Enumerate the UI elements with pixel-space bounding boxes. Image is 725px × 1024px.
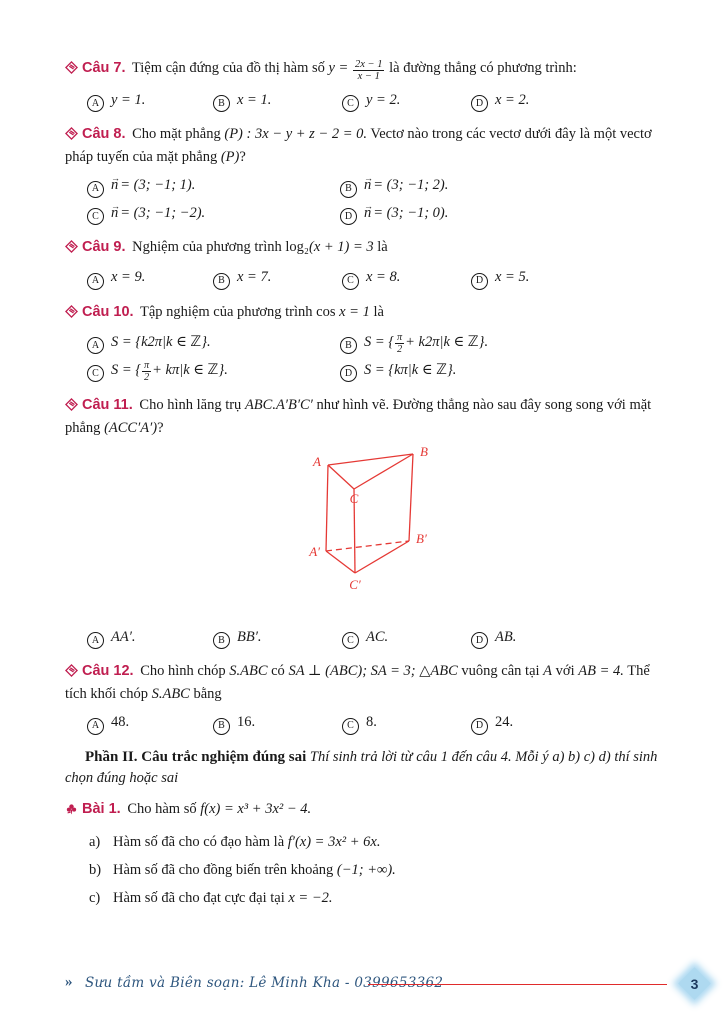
math-expression: (−1; +∞). xyxy=(336,861,396,878)
math-expression: f(x) = x³ + 3x² − 4. xyxy=(200,800,312,817)
vertex-label-a: A xyxy=(313,453,321,469)
option-text: = (3; −1; 1). xyxy=(120,177,196,194)
math-expression: f′(x) = 3x² + 6x. xyxy=(287,833,381,850)
vector-n: n → xyxy=(364,175,371,195)
math-expression: SA ⊥ (ABC); SA = 3; △ABC xyxy=(288,663,458,680)
question-diamond-icon xyxy=(65,239,78,260)
option-letter: C xyxy=(342,632,359,649)
question-text: Cho hình chóp xyxy=(140,663,226,680)
statement-b xyxy=(89,860,667,881)
question-label: Câu 11. xyxy=(82,396,133,413)
question-11-title xyxy=(65,395,667,439)
question-text: là xyxy=(377,239,388,256)
math-expression: (P) xyxy=(220,149,240,166)
question-diamond-icon xyxy=(65,60,78,81)
question-9-title xyxy=(65,237,667,260)
question-text: Nghiệm của phương trình log₂ xyxy=(132,239,309,256)
option-letter: B xyxy=(213,95,230,112)
prism-figure xyxy=(65,443,667,601)
question-7 xyxy=(65,58,667,112)
statement-a xyxy=(89,832,667,853)
question-text: là đường thẳng có phương trình: xyxy=(389,60,577,76)
option-text: S = { xyxy=(111,361,142,378)
option-text: AA′. xyxy=(111,628,136,645)
vector-n: n → xyxy=(364,203,371,223)
exercise-text: Cho hàm số xyxy=(127,800,197,817)
vector-n: n → xyxy=(111,203,118,223)
option-letter: A xyxy=(87,273,104,290)
question-diamond-icon xyxy=(65,304,78,325)
footer-credit-text: Sưu tầm và Biên soạn: Lê Minh Kha - 0399653362 xyxy=(85,975,444,991)
math-expression: ABC.A′B′C′ xyxy=(244,396,313,413)
option-b xyxy=(213,627,342,650)
option-letter: D xyxy=(471,632,488,649)
option-text: + kπ|k ∈ ℤ}. xyxy=(152,361,228,378)
option-a xyxy=(87,267,213,290)
question-12-title xyxy=(65,661,667,705)
option-d xyxy=(340,360,667,383)
option-d xyxy=(340,203,667,226)
option-text: y = 2. xyxy=(366,91,401,108)
option-text: BB′. xyxy=(237,628,262,645)
question-diamond-icon xyxy=(65,126,78,147)
question-text: ? xyxy=(239,149,246,166)
question-text: Vectơ nào trong các vectơ dưới đây là một vectơ pháp tuyến của mặt phẳng xyxy=(65,126,652,166)
question-text: Cho hình lăng trụ xyxy=(139,396,242,413)
option-letter: C xyxy=(87,208,104,225)
question-10-title xyxy=(65,302,667,325)
question-text: vuông cân tại xyxy=(461,663,540,680)
option-letter: A xyxy=(87,718,104,735)
statement-list xyxy=(89,832,667,909)
option-d xyxy=(471,712,667,735)
option-text: AC. xyxy=(366,628,389,645)
option-letter: D xyxy=(340,365,357,382)
option-letter: C xyxy=(342,273,359,290)
chevron-right-icon: » xyxy=(65,974,73,990)
question-7-title xyxy=(65,58,667,83)
vertex-label-c: C xyxy=(349,490,359,506)
statement-letter: a) xyxy=(89,833,101,850)
option-text: = (3; −1; 2). xyxy=(373,177,449,194)
option-text: x = 8. xyxy=(366,269,401,286)
exercise-label: Bài 1. xyxy=(82,800,121,817)
options-row xyxy=(87,627,667,650)
option-text: = (3; −1; 0). xyxy=(373,204,449,221)
option-c xyxy=(342,267,471,290)
question-text: như hình vẽ. Đường thẳng nào sau đây song song với mặt phẳng xyxy=(65,396,652,436)
option-c xyxy=(342,712,471,735)
math-expression: A xyxy=(543,663,553,680)
option-text: 16. xyxy=(237,714,256,731)
fraction: $\frac{\pi}{2}$ xyxy=(397,331,403,355)
math-expression: S.ABC xyxy=(151,686,190,703)
question-8 xyxy=(65,124,667,225)
option-a xyxy=(87,627,213,650)
option-d xyxy=(471,627,667,650)
option-text: + k2π|k ∈ ℤ}. xyxy=(405,333,489,350)
option-text: S = {kπ|k ∈ ℤ}. xyxy=(364,361,457,378)
option-text: 8. xyxy=(366,714,377,731)
question-11 xyxy=(65,395,667,650)
option-b xyxy=(340,332,667,355)
option-letter: B xyxy=(213,718,230,735)
rose-icon xyxy=(65,801,78,822)
option-a xyxy=(87,90,213,113)
question-12 xyxy=(65,661,667,735)
vertex-label-a-prime: A′ xyxy=(309,543,320,559)
vertex-label-b-prime: B′ xyxy=(416,530,427,546)
fraction: $\frac{\pi}{2}$ xyxy=(144,359,150,383)
statement-text: Hàm số đã cho có đạo hàm là xyxy=(113,833,285,850)
question-text: Tiệm cận đứng của đồ thị hàm số xyxy=(131,60,325,76)
option-b xyxy=(340,175,667,198)
question-9 xyxy=(65,237,667,290)
option-b xyxy=(213,90,342,113)
option-a xyxy=(87,175,340,198)
option-c xyxy=(342,627,471,650)
option-a xyxy=(87,712,213,735)
option-letter: A xyxy=(87,181,104,198)
statement-letter: c) xyxy=(89,889,101,906)
fraction: $\frac{2x - 1}{x - 1}$ xyxy=(354,58,383,83)
footer-rule xyxy=(368,984,667,985)
option-text: = (3; −1; −2). xyxy=(120,204,206,221)
question-text: có xyxy=(271,663,285,680)
options-row xyxy=(87,712,667,735)
option-letter: A xyxy=(87,95,104,112)
question-text: Thể tích khối chóp xyxy=(65,663,650,703)
question-label: Câu 7. xyxy=(82,60,126,76)
question-text: Tập nghiệm của phương trình cos xyxy=(139,303,336,320)
option-text: x = 1. xyxy=(237,91,272,108)
math-expression: AB = 4. xyxy=(578,663,624,680)
part-2-instruction: Thí sinh trả lời từ câu 1 đến câu 4. Mỗi ý a) b) c) d) thí sinh chọn đúng hoặc sai xyxy=(65,748,658,786)
option-letter: C xyxy=(342,718,359,735)
option-d xyxy=(471,267,667,290)
statement-text: Hàm số đã cho đạt cực đại tại xyxy=(113,889,285,906)
statement-letter: b) xyxy=(89,861,102,878)
question-diamond-icon xyxy=(65,397,78,418)
math-expression: (ACC′A′) xyxy=(104,419,158,436)
option-text: S = {k2π|k ∈ ℤ}. xyxy=(111,333,211,350)
options-grid xyxy=(87,332,667,383)
page-number: 3 xyxy=(690,975,699,992)
page-number-badge xyxy=(678,967,711,1000)
option-letter: D xyxy=(340,208,357,225)
option-letter: B xyxy=(213,273,230,290)
question-10 xyxy=(65,302,667,383)
question-label: Câu 8. xyxy=(82,126,126,143)
question-text: với xyxy=(555,663,575,680)
math-expression: S.ABC xyxy=(229,663,268,680)
question-diamond-icon xyxy=(65,663,78,684)
option-letter: B xyxy=(213,632,230,649)
option-text: AB. xyxy=(495,628,517,645)
option-text: x = 5. xyxy=(495,269,530,286)
option-letter: D xyxy=(471,95,488,112)
option-text: 48. xyxy=(111,714,130,731)
option-letter: D xyxy=(471,718,488,735)
option-letter: C xyxy=(87,365,104,382)
question-8-title xyxy=(65,124,667,168)
option-letter: B xyxy=(340,337,357,354)
exercise-1-title xyxy=(65,799,667,822)
math-expression: y = xyxy=(328,60,349,76)
option-c xyxy=(87,203,340,226)
option-c xyxy=(87,360,340,383)
option-text: y = 1. xyxy=(111,91,146,108)
exercise-1 xyxy=(65,799,667,909)
part-2-title: Phần II. Câu trắc nghiệm đúng sai xyxy=(85,748,307,765)
option-letter: A xyxy=(87,337,104,354)
option-text: S = { xyxy=(364,333,395,350)
vector-n: n → xyxy=(111,175,118,195)
question-text: bằng xyxy=(193,686,222,703)
option-letter: C xyxy=(342,95,359,112)
triangular-prism-drawing xyxy=(297,443,457,595)
option-c xyxy=(342,90,471,113)
option-letter: B xyxy=(340,181,357,198)
vertex-label-b: B xyxy=(420,443,428,459)
option-text: 24. xyxy=(495,714,514,731)
question-label: Câu 9. xyxy=(82,239,126,256)
question-text: Cho mặt phẳng xyxy=(132,126,221,143)
option-b xyxy=(213,267,342,290)
question-text: ? xyxy=(157,419,164,436)
options-row xyxy=(87,267,667,290)
statement-c xyxy=(89,888,667,909)
math-expression: (P) : 3x − y + z − 2 = 0. xyxy=(224,126,367,143)
options-row xyxy=(87,90,667,113)
statement-text: Hàm số đã cho đồng biến trên khoảng xyxy=(113,861,334,878)
option-text: x = 2. xyxy=(495,91,530,108)
option-d xyxy=(471,90,667,113)
option-b xyxy=(213,712,342,735)
option-a xyxy=(87,332,340,355)
part-2-heading xyxy=(65,747,667,789)
math-expression: (x + 1) = 3 xyxy=(308,239,374,256)
options-grid xyxy=(87,175,667,225)
question-label: Câu 12. xyxy=(82,663,134,680)
question-text: là xyxy=(373,303,384,320)
vertex-label-c-prime: C′ xyxy=(349,576,361,592)
math-expression: x = −2. xyxy=(288,889,333,906)
math-expression: x = 1 xyxy=(339,303,370,320)
page-footer xyxy=(65,964,725,1008)
option-letter: A xyxy=(87,632,104,649)
option-text: x = 9. xyxy=(111,269,146,286)
option-letter: D xyxy=(471,273,488,290)
question-label: Câu 10. xyxy=(82,303,134,320)
option-text: x = 7. xyxy=(237,269,272,286)
